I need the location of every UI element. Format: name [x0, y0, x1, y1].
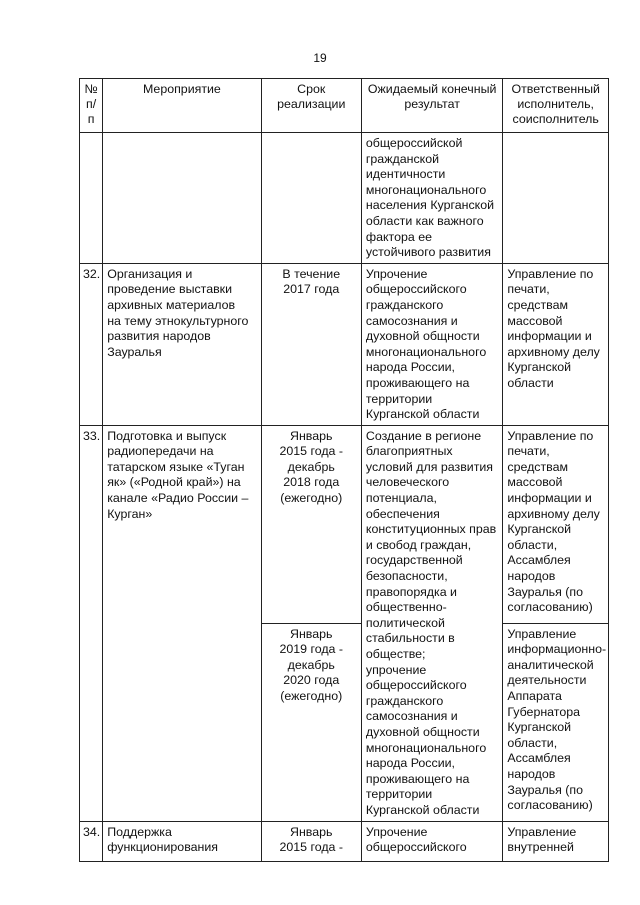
cell-responsible: Управление по печати, средствам массовой информации и архивному делу Курганской области	[503, 263, 609, 425]
cell-event: Подготовка и выпуск радиопередачи на татарском языке «Туган як» («Родной край») на канале «Радио России – Курган»	[103, 425, 261, 821]
table-header-row	[80, 79, 609, 133]
header-term: Срок реализации	[261, 79, 361, 133]
header-num: № п/п	[80, 79, 103, 133]
cell-num: 33.	[80, 425, 103, 821]
cell-event: Организация и проведение выставки архивных материалов на тему этнокультурного развития народов Зауралья	[103, 263, 261, 425]
cell-responsible: Управление внутренней	[503, 821, 609, 861]
header-event: Мероприятие	[103, 79, 261, 133]
cell-responsible: Управление по печати, средствам массовой информации и архивному делу Курганской области, Ассамблея народов Зауралья (по согласованию)	[503, 425, 609, 623]
table-row	[80, 821, 609, 861]
table-row	[80, 425, 609, 623]
header-responsible: Ответственный исполнитель, соисполнитель	[503, 79, 609, 133]
cell-responsible: Управление информационно- аналитической деятельности Аппарата Губернатора Курганской области, Ассамблея народов Зауралья (по согласованию)	[503, 623, 609, 821]
header-result: Ожидаемый конечный результат	[361, 79, 502, 133]
cell-term	[261, 133, 361, 264]
cell-result: Упрочение общероссийского гражданского самосознания и духовной общности многонационального народа России, проживающего на территории Курганской области	[361, 263, 502, 425]
table-row	[80, 263, 609, 425]
cell-num: 34.	[80, 821, 103, 861]
cell-num	[80, 133, 103, 264]
cell-result: общероссийской гражданской идентичности многонационального населения Курганской области как важного фактора ее устойчивого развития	[361, 133, 502, 264]
cell-term: Январь 2015 года - декабрь 2018 года (ежегодно)	[261, 425, 361, 623]
table-row	[80, 133, 609, 264]
page-number: 19	[313, 51, 327, 65]
cell-term: Январь 2019 года - декабрь 2020 года (ежегодно)	[261, 623, 361, 821]
cell-event	[103, 133, 261, 264]
cell-term: Январь 2015 года -	[261, 821, 361, 861]
cell-responsible	[503, 133, 609, 264]
events-table	[79, 78, 609, 862]
cell-result: Создание в регионе благоприятных условий для развития человеческого потенциала, обеспечения конституционных прав и свобод граждан, государственной безопасности, правопорядка и общественно- политической стабильности в обществе; упрочение общероссийского гражданского самосознания и духовной общности многонационального народа России, проживающего на территории Курганской области	[361, 425, 502, 821]
cell-term: В течение 2017 года	[261, 263, 361, 425]
cell-result: Упрочение общероссийского	[361, 821, 502, 861]
cell-num: 32.	[80, 263, 103, 425]
cell-event: Поддержка функционирования	[103, 821, 261, 861]
